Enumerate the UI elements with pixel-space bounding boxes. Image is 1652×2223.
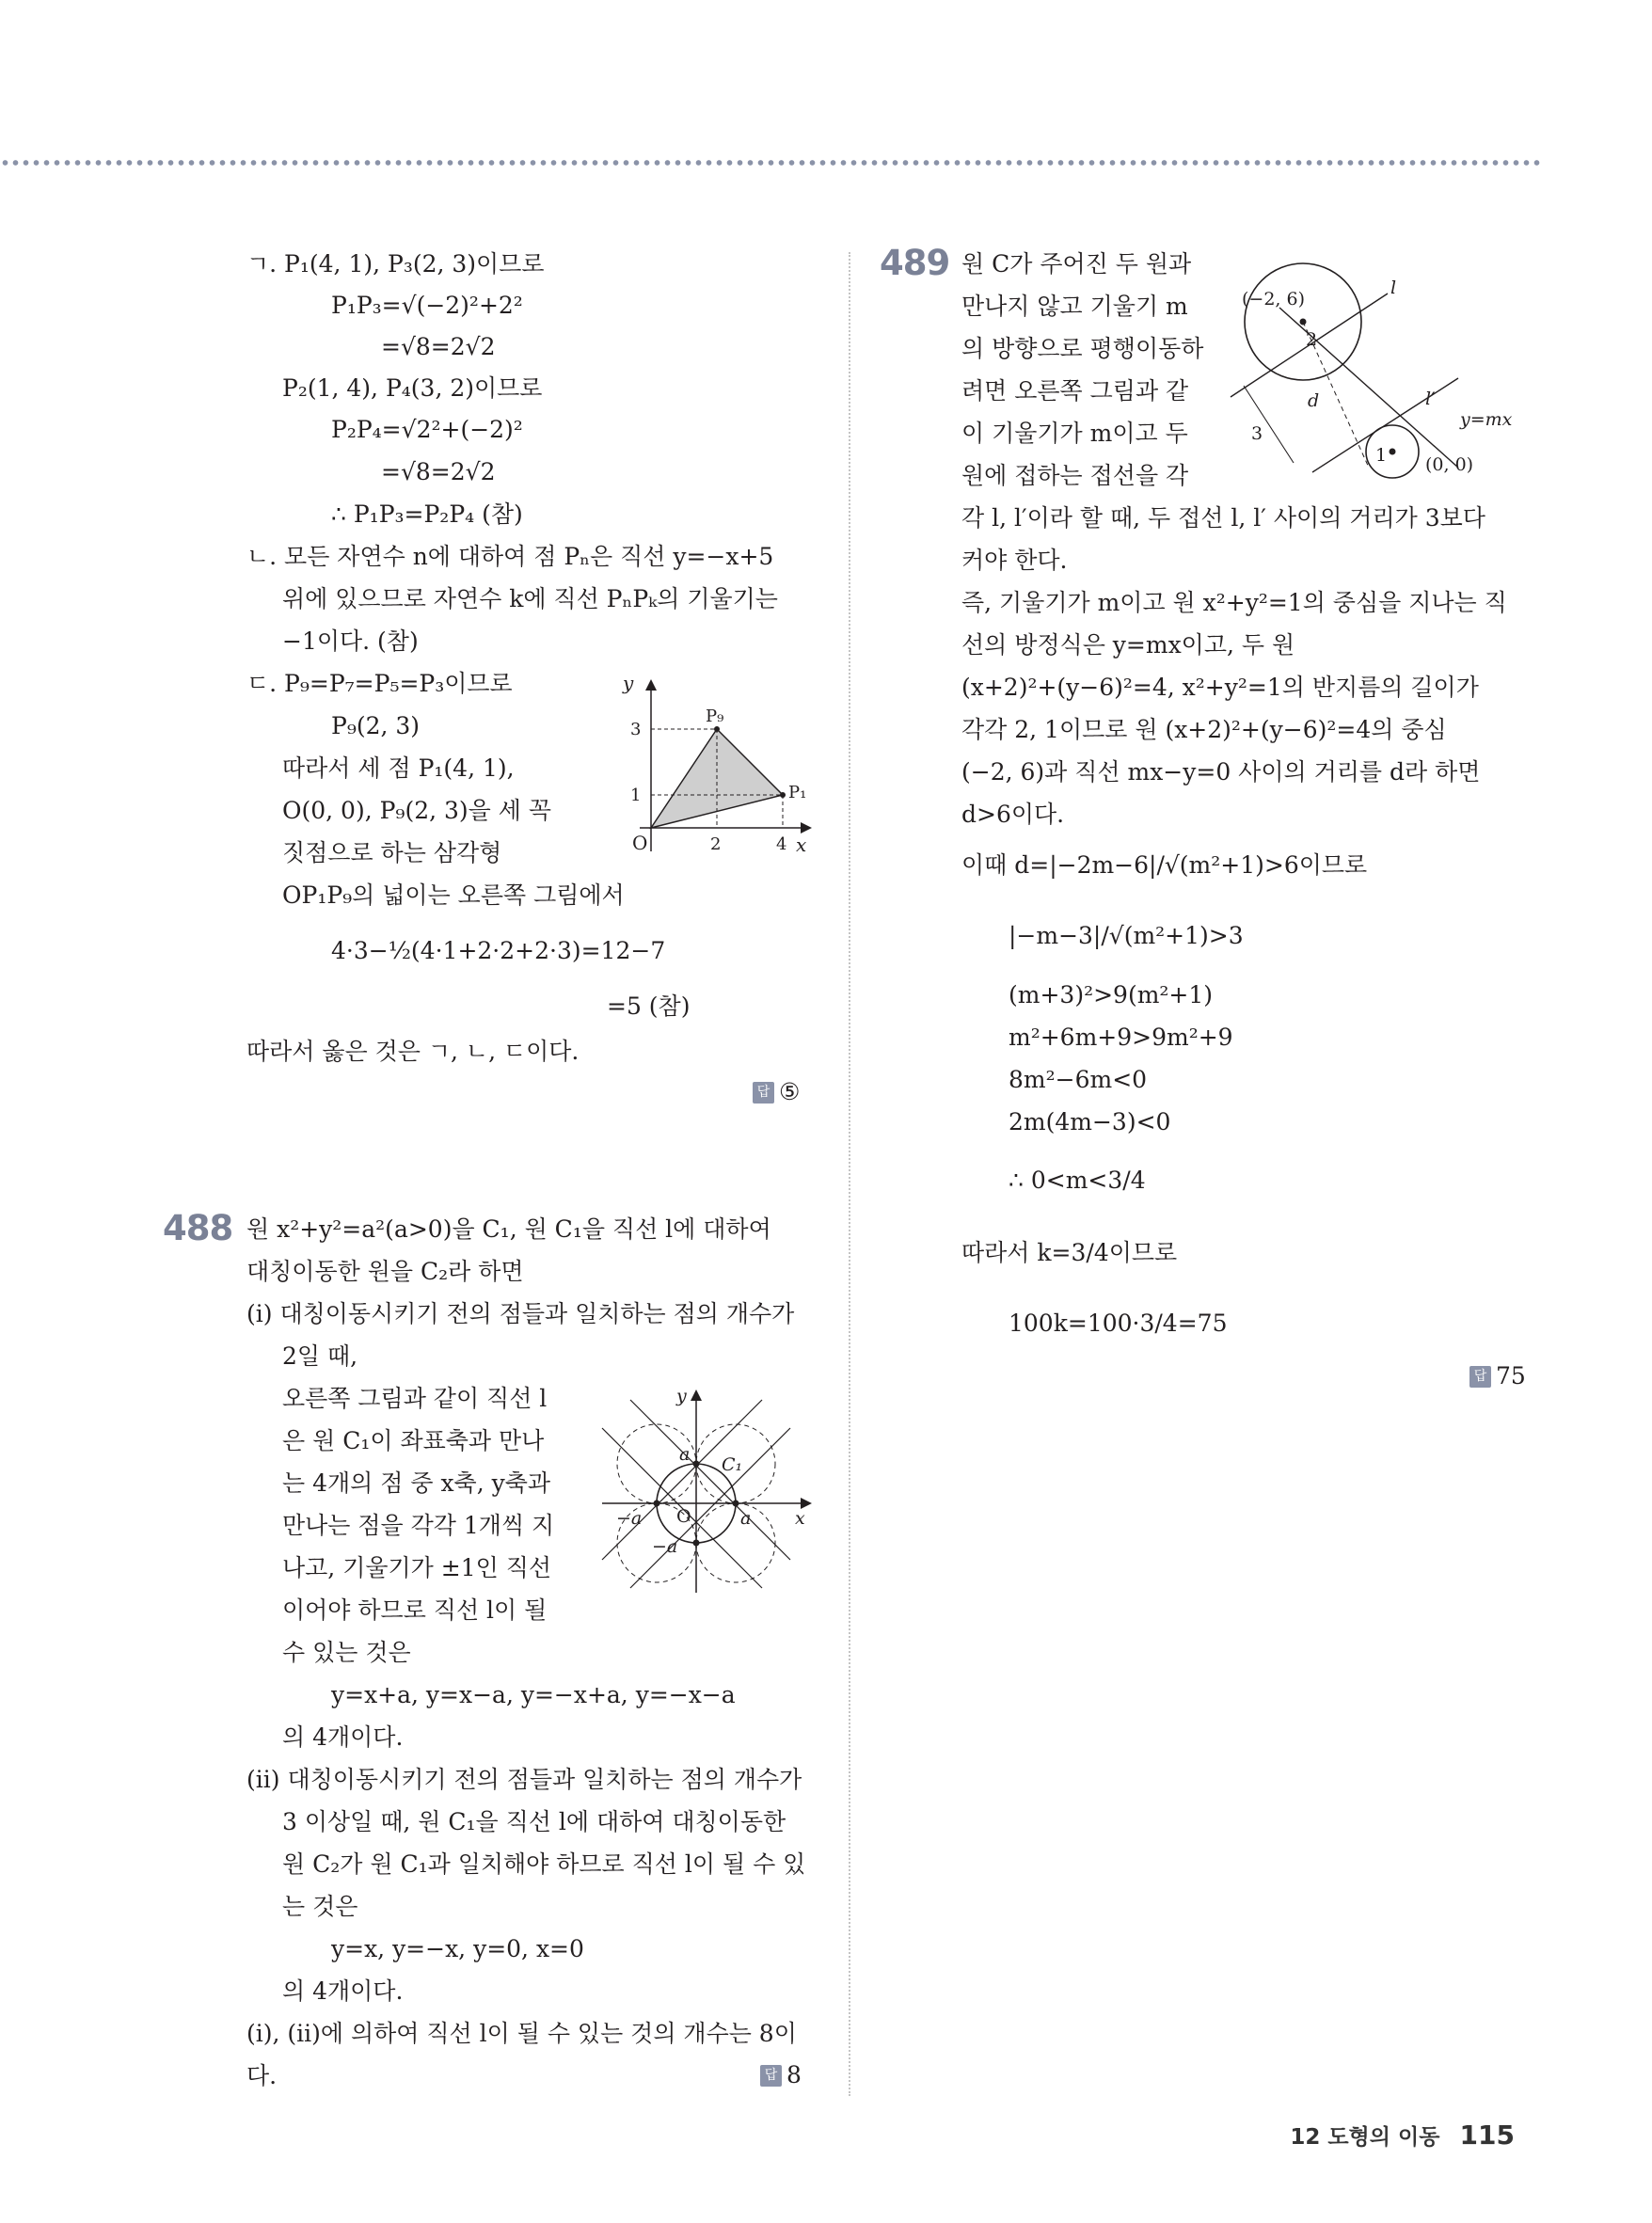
four-circles-figure xyxy=(597,1381,818,1597)
text-line: 려면 오른쪽 그림과 같 xyxy=(961,377,1189,405)
tangent-lines-figure xyxy=(1223,246,1533,496)
page-footer xyxy=(1290,2120,1515,2151)
text-line: 은 원 C₁이 좌표축과 만나 xyxy=(282,1427,545,1454)
column-divider xyxy=(849,252,850,2096)
text-line: 8m²−6m<0 xyxy=(1009,1066,1148,1093)
text-line: 원에 접하는 접선을 각 xyxy=(961,462,1189,489)
origin-label: O xyxy=(632,832,648,854)
text-line: 의 4개이다. xyxy=(282,1723,404,1751)
answer-badge: 답 xyxy=(753,1082,774,1104)
text-line: (x+2)²+(y−6)²=4, x²+y²=1의 반지름의 길이가 xyxy=(961,674,1479,701)
text-line: (−2, 6)과 직선 mx−y=0 사이의 거리를 d라 하면 xyxy=(961,758,1481,786)
text-line: 의 방향으로 평행이동하 xyxy=(961,335,1204,362)
text-line: |−m−3|/√(m²+1)>3 xyxy=(1009,922,1244,949)
text-line: 는 것은 xyxy=(282,1893,358,1920)
text-line: 오른쪽 그림과 같이 직선 l xyxy=(282,1385,548,1412)
point-label-p9: P₉ xyxy=(706,707,724,726)
text-line: 수 있는 것은 xyxy=(282,1639,411,1666)
answer-value: 8 xyxy=(786,2061,802,2088)
point-label-a-y: a xyxy=(679,1444,691,1465)
text-line: 2m(4m−3)<0 xyxy=(1009,1108,1171,1135)
text-line: 각 l, l′이라 할 때, 두 접선 l, l′ 사이의 거리가 3보다 xyxy=(961,504,1485,532)
point-p1 xyxy=(780,792,786,798)
answer-value: ⑤ xyxy=(779,1078,801,1105)
text-line: 따라서 세 점 P₁(4, 1), xyxy=(282,754,515,782)
text-line: =√8=2√2 xyxy=(381,333,496,360)
text-line: 각각 2, 1이므로 원 (x+2)²+(y−6)²=4의 중심 xyxy=(961,716,1447,743)
reflected-circle xyxy=(696,1503,775,1582)
text-line: P₂(1, 4), P₄(3, 2)이므로 xyxy=(282,374,543,402)
text-line: 즉, 기울기가 m이고 원 x²+y²=1의 중심을 지나는 직 xyxy=(961,589,1507,616)
chapter-title: 12 도형의 이동 xyxy=(1290,2125,1440,2150)
line-label-l: l xyxy=(1390,278,1397,298)
top-dotted-rule xyxy=(0,158,1543,167)
text-line: 따라서 옳은 것은 ㄱ, ㄴ, ㄷ이다. xyxy=(246,1038,580,1065)
text-line: ∴ P₁P₃=P₂P₄ (참) xyxy=(331,500,523,528)
text-line: ㄷ. P₉=P₇=P₅=P₃이므로 xyxy=(246,670,513,697)
intersection-point xyxy=(693,1540,700,1547)
text-line: 4·3−½(4·1+2·2+2·3)=12−7 xyxy=(331,937,666,964)
text-line: (i), (ii)에 의하여 직선 l이 될 수 있는 것의 개수는 8이 xyxy=(246,2020,797,2047)
center-point xyxy=(1300,319,1307,326)
radius-label: 1 xyxy=(1375,445,1388,466)
origin-label: (0, 0) xyxy=(1425,454,1474,475)
text-line: m²+6m+9>9m²+9 xyxy=(1009,1024,1233,1051)
line-label-y-mx: y=mx xyxy=(1460,409,1513,430)
tick-label: 1 xyxy=(630,786,642,805)
tick-label: 2 xyxy=(710,834,722,854)
point-label-p1: P₁ xyxy=(788,783,807,802)
text-line: (ii) 대칭이동시키기 전의 점들과 일치하는 점의 개수가 xyxy=(246,1766,802,1793)
text-line: y=x, y=−x, y=0, x=0 xyxy=(331,1935,584,1962)
intersection-point xyxy=(693,1461,700,1468)
circle-label-c1: C₁ xyxy=(722,1454,743,1475)
axis-label-x: x xyxy=(796,834,807,856)
line-label-l-prime: l′ xyxy=(1425,389,1436,409)
text-line: 이때 d=|−2m−6|/√(m²+1)>6이므로 xyxy=(961,851,1368,879)
text-line: y=x+a, y=x−a, y=−x+a, y=−x−a xyxy=(331,1681,736,1708)
text-line: 3 이상일 때, 원 C₁을 직선 l에 대하여 대칭이동한 xyxy=(282,1808,786,1835)
distance-label-d: d xyxy=(1308,390,1320,411)
center-label: (−2, 6) xyxy=(1242,289,1306,310)
text-line: 100k=100·3/4=75 xyxy=(1009,1310,1228,1337)
answer-value: 75 xyxy=(1496,1362,1526,1389)
text-line: 만나지 않고 기울기 m xyxy=(961,293,1188,320)
text-line: 위에 있으므로 자연수 k에 직선 PₙPₖ의 기울기는 xyxy=(282,585,778,612)
tick-label: 3 xyxy=(630,720,642,739)
text-line: 원 x²+y²=a²(a>0)을 C₁, 원 C₁을 직선 l에 대하여 xyxy=(246,1215,771,1243)
text-line: 짓점으로 하는 삼각형 xyxy=(282,839,502,866)
text-line: ∴ 0<m<3/4 xyxy=(1009,1167,1146,1194)
text-line: =5 (참) xyxy=(607,992,691,1020)
text-line: d>6이다. xyxy=(961,801,1065,828)
text-line: 이 기울기가 m이고 두 xyxy=(961,420,1188,447)
point-label-a-x: a xyxy=(740,1508,752,1529)
intersection-point xyxy=(733,1501,739,1507)
origin-point xyxy=(1390,449,1396,455)
text-line: OP₁P₉의 넓이는 오른쪽 그림에서 xyxy=(282,881,625,909)
text-line: 이어야 하므로 직선 l이 될 xyxy=(282,1596,548,1624)
text-line: P₉(2, 3) xyxy=(331,712,421,739)
text-line: 의 4개이다. xyxy=(282,1977,404,2005)
point-label-neg-a-y: −a xyxy=(652,1536,678,1557)
radius-label: 2 xyxy=(1306,329,1318,350)
gap-label: 3 xyxy=(1251,423,1263,444)
axis-label-y: y xyxy=(623,673,634,694)
intersection-point xyxy=(654,1501,660,1507)
text-line: 대칭이동한 원을 C₂라 하면 xyxy=(246,1258,524,1285)
point-p9 xyxy=(714,726,720,732)
text-line: −1이다. (참) xyxy=(282,627,419,655)
text-line: (i) 대칭이동시키기 전의 점들과 일치하는 점의 개수가 xyxy=(246,1300,795,1327)
text-line: P₁P₃=√(−2)²+2² xyxy=(331,292,523,319)
text-line: 는 4개의 점 중 x축, y축과 xyxy=(282,1469,551,1497)
page-number: 115 xyxy=(1459,2120,1515,2151)
text-line: 선의 방정식은 y=mx이고, 두 원 xyxy=(961,631,1295,659)
answer-badge: 답 xyxy=(1469,1366,1491,1388)
triangle-figure xyxy=(612,673,818,861)
text-line: 원 C가 주어진 두 원과 xyxy=(961,250,1192,278)
text-line: 따라서 k=3/4이므로 xyxy=(961,1239,1178,1266)
text-line: ㄴ. 모든 자연수 n에 대하여 점 Pₙ은 직선 y=−x+5 xyxy=(246,543,774,570)
text-line: P₂P₄=√2²+(−2)² xyxy=(331,416,523,443)
point-label-neg-a-x: −a xyxy=(616,1508,643,1529)
problem-number: 489 xyxy=(880,243,950,283)
problem-number: 488 xyxy=(163,1208,233,1248)
text-line: (m+3)²>9(m²+1) xyxy=(1009,981,1214,1008)
text-line: O(0, 0), P₉(2, 3)을 세 꼭 xyxy=(282,797,552,824)
tick-label: 4 xyxy=(776,834,787,854)
text-line: =√8=2√2 xyxy=(381,458,496,485)
text-line: ㄱ. P₁(4, 1), P₃(2, 3)이므로 xyxy=(246,250,545,278)
origin-label: O xyxy=(676,1506,691,1527)
text-line: 2일 때, xyxy=(282,1342,358,1370)
answer-badge: 답 xyxy=(760,2065,782,2087)
axis-label-x: x xyxy=(795,1508,805,1529)
axis-label-y: y xyxy=(676,1386,687,1406)
text-line: 다. xyxy=(246,2062,278,2089)
text-line: 원 C₂가 원 C₁과 일치해야 하므로 직선 l이 될 수 있 xyxy=(282,1850,806,1878)
text-line: 커야 한다. xyxy=(961,547,1068,574)
text-line: 나고, 기울기가 ±1인 직선 xyxy=(282,1554,551,1581)
text-line: 만나는 점을 각각 1개씩 지 xyxy=(282,1512,555,1539)
